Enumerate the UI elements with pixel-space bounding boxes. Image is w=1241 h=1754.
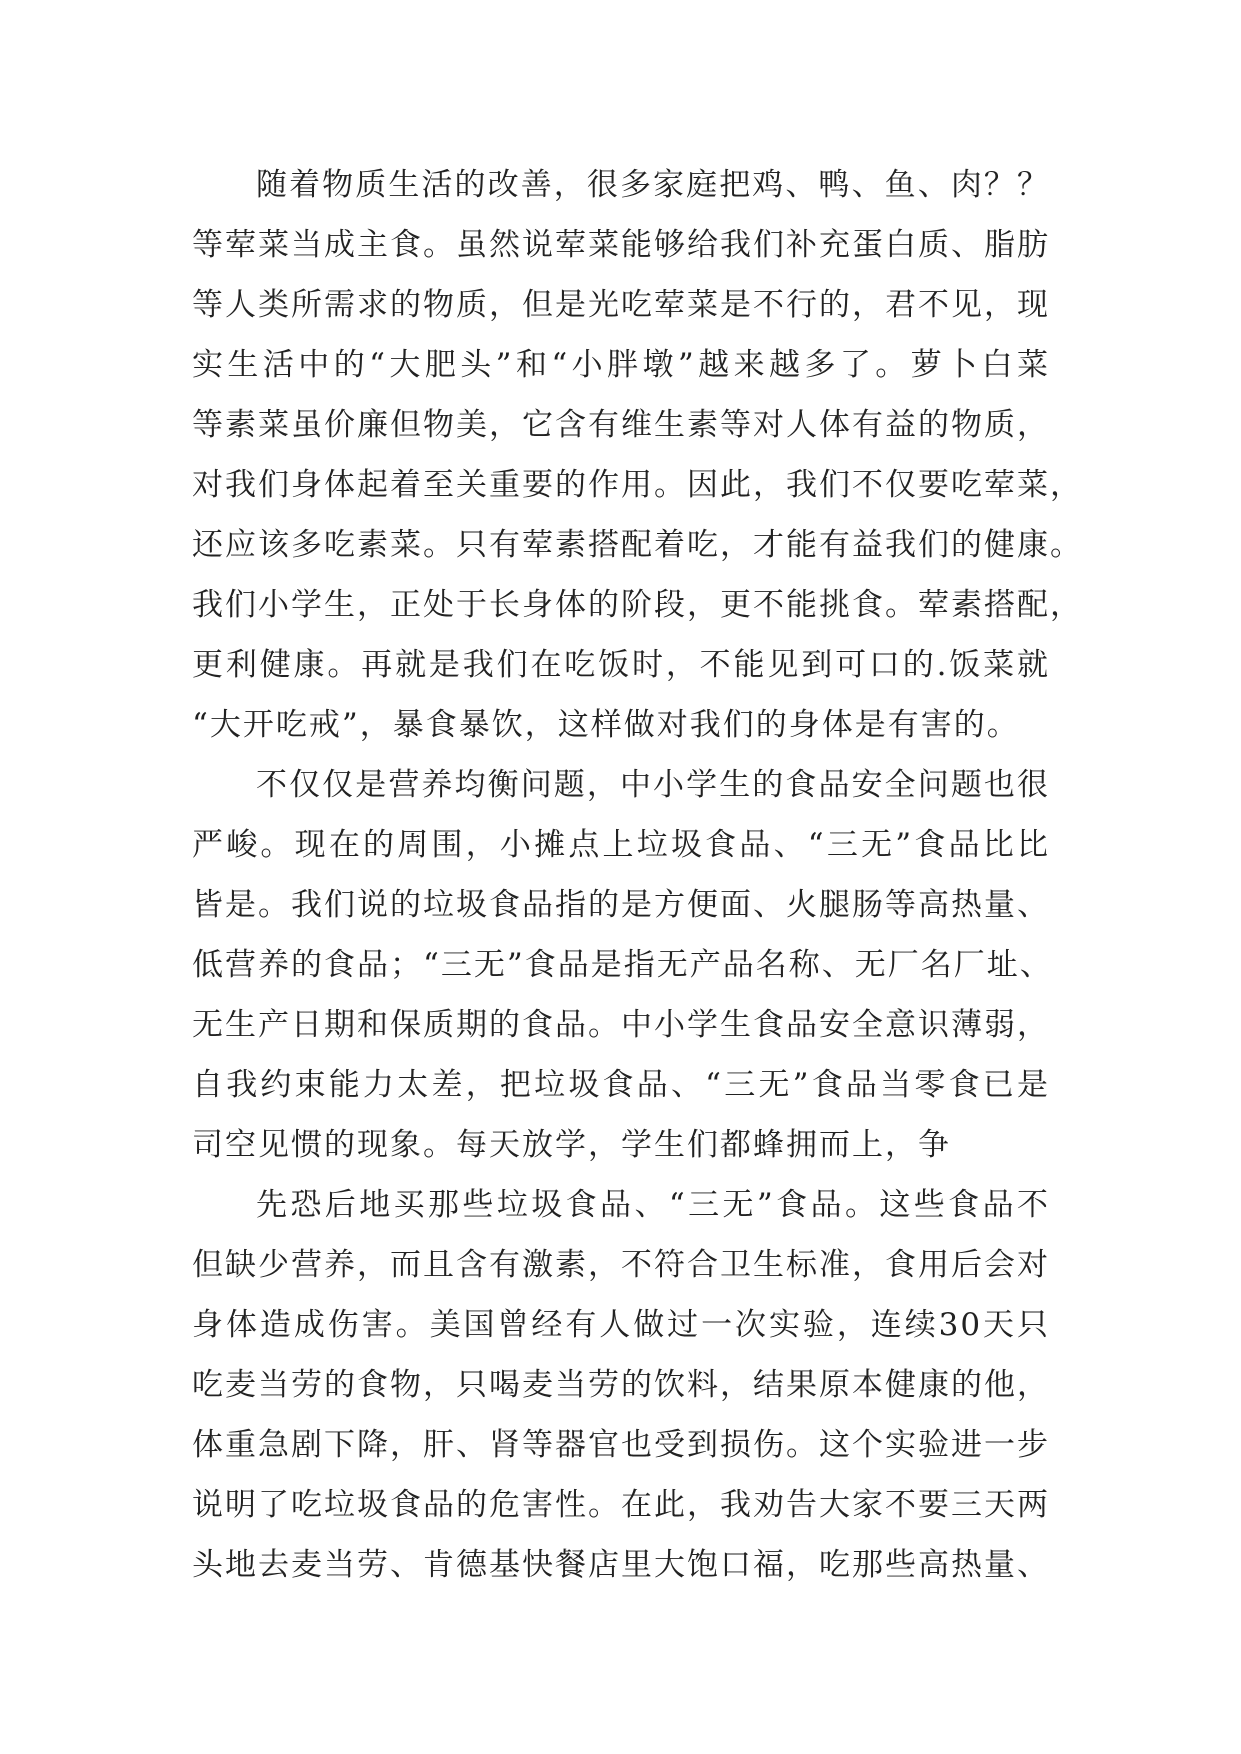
paragraph-3-line-3: 身体造成伤害。美国曾经有人做过一次实验，连续30天只 [192,1307,1050,1343]
paragraph-2-line-2: 严峻。现在的周围，小摊点上垃圾食品、“三无”食品比比 [192,827,1050,863]
paragraph-3-line-4: 吃麦当劳的食物，只喝麦当劳的饮料，结果原本健康的他， [192,1367,1050,1403]
paragraph-2-line-5: 无生产日期和保质期的食品。中小学生食品安全意识薄弱， [192,1007,1050,1043]
document-body [192,155,1083,1595]
paragraph-3-line-5: 体重急剧下降，肝、肾等器官也受到损伤。这个实验进一步 [192,1427,1050,1463]
paragraph-2-line-7: 司空见惯的现象。每天放学，学生们都蜂拥而上，争 [192,1127,951,1163]
paragraph-2-line-3: 皆是。我们说的垃圾食品指的是方便面、火腿肠等高热量、 [192,887,1050,923]
paragraph-1-line-10: “大开吃戒”，暴食暴饮，这样做对我们的身体是有害的。 [192,707,1020,743]
paragraph-1-line-1: 随着物质生活的改善，很多家庭把鸡、鸭、鱼、肉？？ [256,167,1050,203]
paragraph-3-line-2: 但缺少营养，而且含有激素，不符合卫生标准，食用后会对 [192,1247,1050,1283]
paragraph-1-line-5: 等素菜虽价廉但物美，它含有维生素等对人体有益的物质， [192,407,1050,443]
paragraph-1-line-6: 对我们身体起着至关重要的作用。因此，我们不仅要吃荤菜， [192,467,1083,503]
paragraph-1-line-8: 我们小学生，正处于长身体的阶段，更不能挑食。荤素搭配， [192,587,1083,623]
paragraph-2-line-6: 自我约束能力太差，把垃圾食品、“三无”食品当零食已是 [192,1067,1050,1103]
paragraph-3-line-7: 头地去麦当劳、肯德基快餐店里大饱口福，吃那些高热量、 [192,1547,1050,1583]
paragraph-2-line-1: 不仅仅是营养均衡问题，中小学生的食品安全问题也很 [256,767,1050,803]
paragraph-3-line-1: 先恐后地买那些垃圾食品、“三无”食品。这些食品不 [256,1187,1050,1223]
paragraph-1-line-4: 实生活中的“大肥头”和“小胖墩”越来越多了。萝卜白菜 [192,347,1050,383]
paragraph-2-line-4: 低营养的食品；“三无”食品是指无产品名称、无厂名厂址、 [192,947,1053,983]
paragraph-3-line-6: 说明了吃垃圾食品的危害性。在此，我劝告大家不要三天两 [192,1487,1050,1523]
paragraph-1-line-9: 更利健康。再就是我们在吃饭时，不能见到可口的.饭菜就 [192,647,1050,683]
paragraph-1-line-2: 等荤菜当成主食。虽然说荤菜能够给我们补充蛋白质、脂肪 [192,227,1050,263]
paragraph-1-line-3: 等人类所需求的物质，但是光吃荤菜是不行的，君不见，现 [192,287,1050,323]
paragraph-1-line-7: 还应该多吃素菜。只有荤素搭配着吃，才能有益我们的健康。 [192,527,1083,563]
